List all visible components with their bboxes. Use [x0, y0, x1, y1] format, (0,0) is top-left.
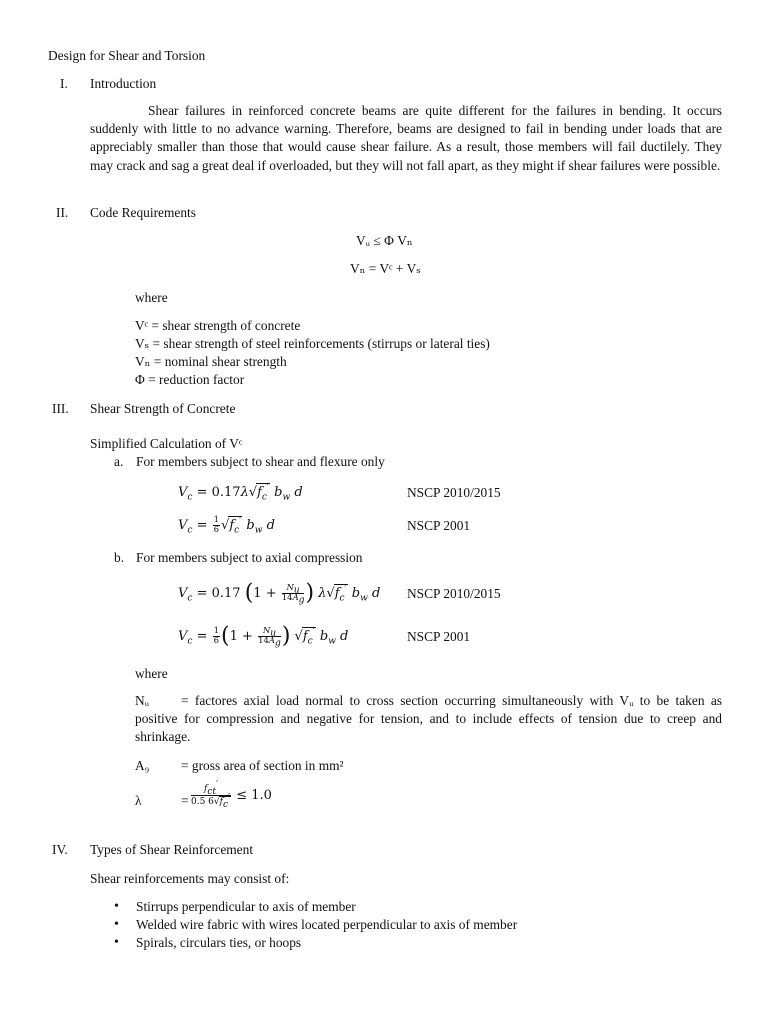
code-ref-2015-a: NSCP 2010/2015 [407, 485, 501, 500]
simplified-calculation-label: Simplified Calculation of Vᶜ [90, 436, 243, 451]
ag-definition: = gross area of section in mm² [181, 758, 344, 773]
bullet-icon: • [114, 899, 119, 914]
formula-vc-2001-a: $V_c$ = $\frac{1}{6}$ $√f_c'$ $b_w$ d [178, 515, 275, 536]
bullet-item-1: Stirrups perpendicular to axis of member [136, 899, 356, 914]
section-4-number: IV. [52, 842, 68, 857]
definition-vn: Vₙ = nominal shear strength [135, 354, 287, 369]
lambda-denominator-constant: 0.5 6 [191, 797, 214, 807]
item-b-text: For members subject to axial compression [136, 550, 363, 565]
section-2-heading: Code Requirements [90, 205, 196, 220]
code-ref-2015-b: NSCP 2010/2015 [407, 586, 501, 601]
bullet-item-2: Welded wire fabric with wires located perpendicular to axis of member [136, 917, 518, 932]
nu-definition: = factores axial load normal to cross section occurring simultaneously with Vᵤ to be taken as positive for compression and negative for tension, and to include effects of tension due to creep and shrinkage. [135, 693, 722, 744]
equation-vu: Vᵤ ≤ Φ Vₙ [356, 233, 413, 248]
section-1-number: I. [60, 76, 68, 91]
definition-phi: Φ = reduction factor [135, 372, 245, 387]
definition-vs: Vₛ = shear strength of steel reinforcements (stirrups or lateral ties) [135, 336, 490, 351]
section-3-number: III. [52, 401, 69, 416]
formula-vc-2001-b: $V_c$ = $\frac{1}{6}$ (1 + $\frac{N_u}{14A_g}$ ) $√f_c'$ $b_w$ d [178, 623, 349, 649]
bullet-icon: • [114, 935, 119, 950]
section-2-number: II. [56, 205, 69, 220]
bullet-item-3: Spirals, circulars ties, or hoops [136, 935, 302, 950]
reinforcement-intro: Shear reinforcements may consist of: [90, 871, 290, 886]
equation-vn: Vₙ = Vᶜ + Vₛ [350, 261, 421, 276]
item-a-label: a. [114, 454, 124, 469]
section-3-heading: Shear Strength of Concrete [90, 401, 236, 416]
document-title: Design for Shear and Torsion [48, 48, 206, 63]
where-label-2: where [135, 666, 168, 681]
where-label: where [135, 290, 168, 305]
bullet-icon: • [114, 917, 119, 932]
item-a-text: For members subject to shear and flexure only [136, 454, 385, 469]
lambda-formula: $\frac{f_{ct}'}{0.5 6√f_c'}$ ≤ 1.0 [191, 780, 272, 810]
lambda-equals: = [181, 793, 189, 808]
code-ref-2001-b: NSCP 2001 [407, 629, 471, 644]
lambda-symbol: λ [135, 793, 142, 808]
formula-vc-2015-a: $V_c = 0.17\lambda√f_c'$ $b_w$ d [178, 483, 303, 503]
formula-vc-2015-b: $V_c = 0.17$ (1 + $\frac{N_u}{14A_g}$ ) $\lambda√f_c'$ $b_w$ d [178, 580, 381, 606]
intro-paragraph: Shear failures in reinforced concrete beams are quite different for the failures in bending. It occurs suddenly with little to no advance warning. Therefore, beams are designed to fail in bending under loads that are appreciably smaller than those that would cause shear failure. As a result, those members will fail ductilely. They may crack and sag a great deal if overloaded, but they will not fall apart, as they might if shear failures were possible. [90, 103, 722, 173]
code-ref-2001-a: NSCP 2001 [407, 518, 471, 533]
lambda-limit: ≤ 1.0 [236, 788, 272, 803]
definition-vc: Vᶜ = shear strength of concrete [135, 318, 301, 333]
nu-symbol: Nᵤ [135, 693, 150, 708]
section-1-heading: Introduction [90, 76, 157, 91]
ag-symbol: A₉ [135, 758, 150, 773]
item-b-label: b. [114, 550, 125, 565]
section-4-heading: Types of Shear Reinforcement [90, 842, 254, 857]
